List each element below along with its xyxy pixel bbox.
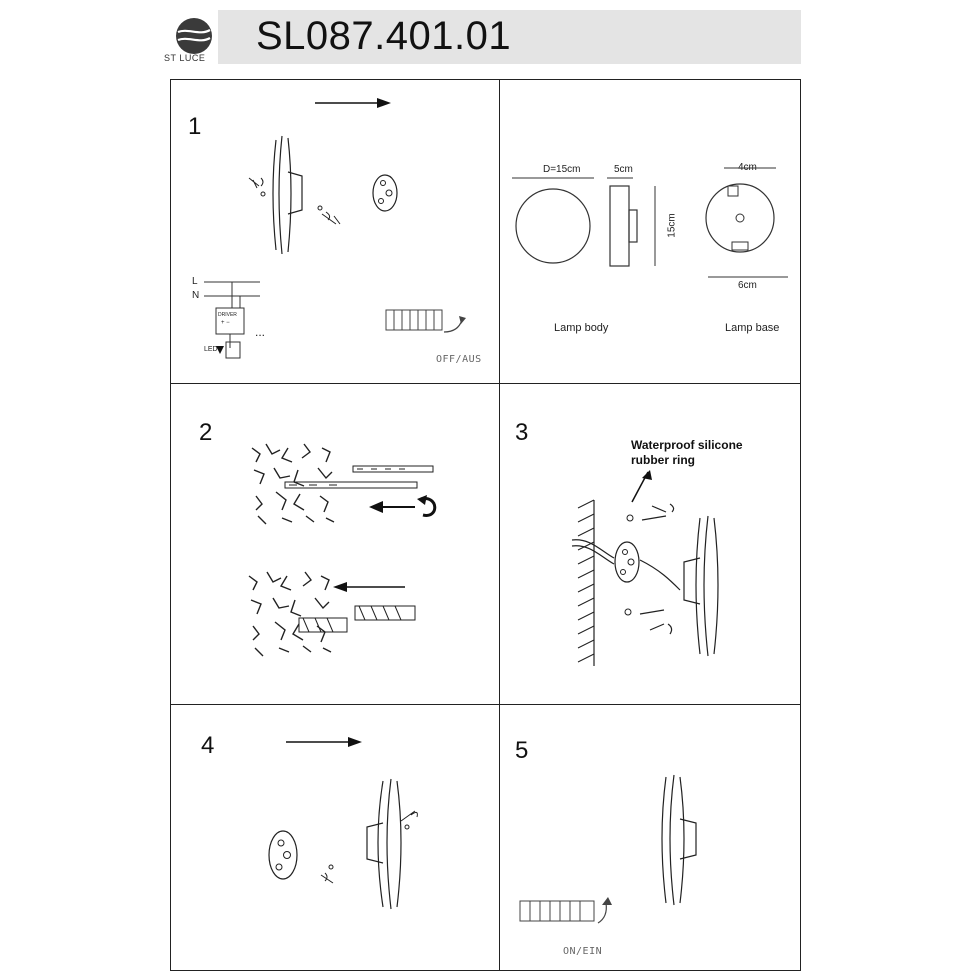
screw-icon	[620, 602, 680, 638]
lamp-side-view-icon	[266, 132, 326, 262]
wall-plug-icon	[295, 594, 425, 634]
direction-arrow-icon	[286, 736, 366, 748]
panel-step-1	[170, 79, 500, 385]
lamp-base-icon	[367, 171, 407, 215]
lamp-base-icon	[265, 825, 305, 885]
direction-arrow-icon	[315, 97, 395, 109]
step-number: 3	[515, 419, 529, 446]
drill-direction-arrow-icon	[367, 493, 447, 521]
step-number: 4	[201, 732, 215, 759]
screw-icon	[319, 863, 343, 887]
terminal-block-icon	[384, 302, 474, 342]
callout-text-line-1: Waterproof silicone	[631, 438, 743, 452]
base-top-label: 4cm	[738, 162, 757, 173]
step-number: 5	[515, 737, 529, 764]
base-bottom-label: 6cm	[738, 280, 757, 291]
lamp-body-front-icon	[508, 176, 598, 276]
lamp-body-label: Lamp body	[554, 322, 609, 334]
switch-on-label: ON/EIN	[563, 946, 603, 957]
driver-label: DRIVER	[218, 312, 237, 318]
screw-icon	[314, 204, 344, 228]
switch-off-label: OFF/AUS	[436, 354, 482, 365]
wiring-label-n: N	[192, 290, 200, 301]
lamp-base-label: Lamp base	[725, 322, 780, 334]
led-label: LED	[204, 346, 218, 353]
model-title: SL087.401.01	[256, 14, 512, 58]
panel-step-3	[499, 383, 801, 706]
wiring-label-l: L	[192, 276, 198, 287]
screw-icon	[247, 174, 271, 198]
lamp-side-view-icon	[646, 773, 706, 913]
driver-polarity: + −	[221, 320, 230, 326]
lamp-base-front-icon	[704, 160, 794, 280]
height-label: 15cm	[666, 213, 678, 238]
screw-icon	[622, 500, 682, 530]
direction-arrow-icon	[331, 580, 411, 594]
step-number: 1	[188, 113, 202, 140]
step-number: 2	[199, 419, 213, 446]
brand-name: ST LUCE	[164, 53, 206, 63]
lamp-side-view-icon	[670, 514, 730, 664]
screw-icon	[397, 807, 427, 831]
callout-text-line-2: rubber ring	[631, 453, 696, 467]
wiring-more: ...	[255, 325, 266, 339]
lamp-side-view-icon	[343, 777, 413, 917]
lamp-base-icon	[607, 538, 647, 588]
terminal-block-icon	[518, 893, 618, 933]
wiring-diagram	[192, 272, 282, 372]
panel-dimensions	[499, 79, 801, 385]
depth-label: 5cm	[614, 164, 633, 175]
panel-step-2	[170, 383, 500, 706]
diameter-label: D=15cm	[543, 164, 581, 175]
panel-step-4	[170, 704, 500, 971]
drill-bit-icon	[285, 464, 435, 494]
panel-step-5	[499, 704, 801, 971]
lamp-body-side-icon	[603, 176, 663, 276]
